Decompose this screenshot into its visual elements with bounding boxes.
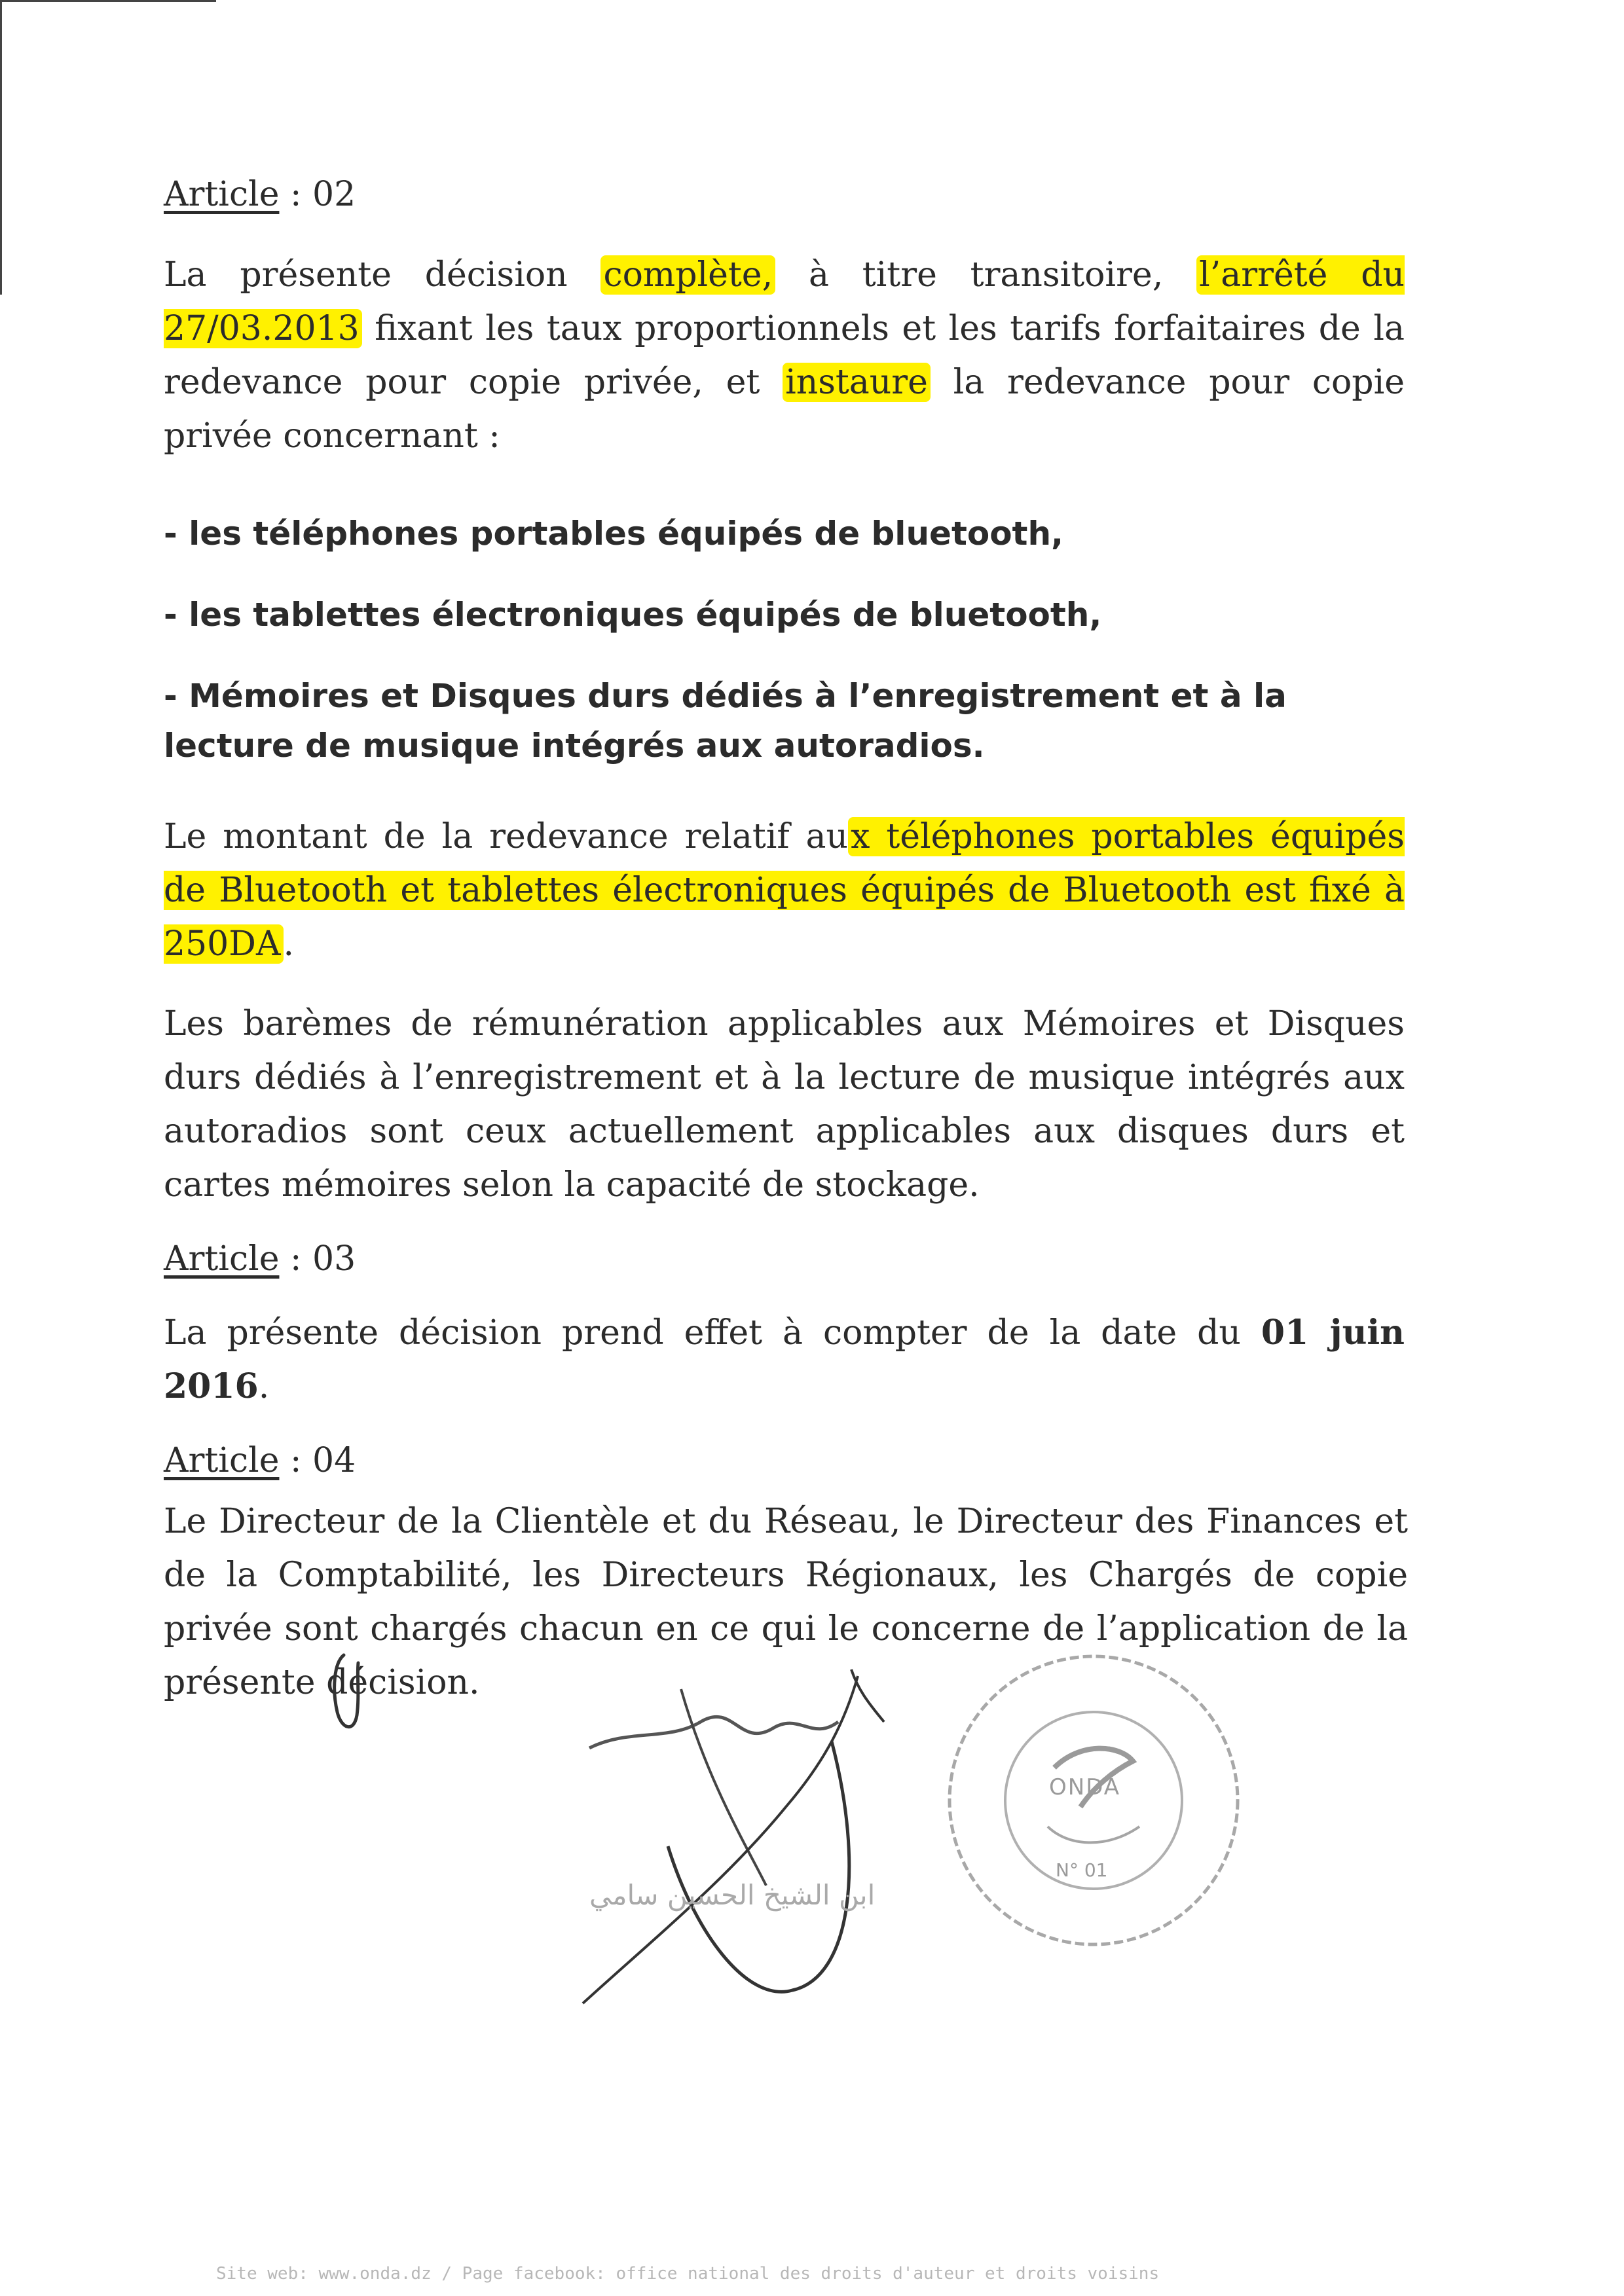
list-item: - Mémoires et Disques durs dédiés à l’enregistrement et à la lecture de musique intégrés aux autoradios. (164, 677, 1287, 765)
scan-edge-left (0, 0, 2, 295)
signature-icon (576, 1650, 943, 2016)
scan-edge-top (0, 0, 216, 2)
signatory-name: ابن الشيخ الحسين سامي (589, 1879, 876, 1911)
article-02-intro: La présente décision complète, à titre transitoire, l’arrêté du 27/03.2013 fixant les taux proportionnels et les tarifs forfaitaires de la redevance pour copie privée, et instaure la redevance pour copie privée concernant : (164, 255, 1405, 456)
highlight-amount: x téléphones portables équipés de Bluetooth et tablettes électroniques équipés de Bluetooth est fixé à 250DA (164, 817, 1405, 964)
device-list (164, 509, 1405, 771)
document-body (164, 173, 1408, 1709)
highlight-complete: complète, (600, 255, 775, 295)
article-04-heading: Article : 04 (164, 1441, 356, 1480)
article-02-heading: Article : 02 (164, 175, 356, 214)
seal-label: ONDA (1049, 1774, 1121, 1800)
official-seal-icon (923, 1630, 1264, 1971)
seal-number: N° 01 (1056, 1859, 1108, 1881)
initial-mark-icon (318, 1650, 370, 1741)
bareme-paragraph: Les barèmes de rémunération applicables aux Mémoires et Disques durs dédiés à l’enregistrement et à la lecture de musique intégrés aux autoradios sont ceux actuellement applicables aux disques durs et cartes mémoires selon la capacité de stockage. (164, 1004, 1405, 1205)
footer-text: Site web: www.onda.dz / Page facebook: office national des droits d'auteur et droits voisins (216, 2264, 1160, 2284)
article-03-text: La présente décision prend effet à compter de la date du 01 juin 2016. (164, 1313, 1405, 1406)
amount-paragraph: Le montant de la redevance relatif aux téléphones portables équipés de Bluetooth et tablettes électroniques équipés de Bluetooth est fixé à 250DA. (164, 817, 1405, 964)
effective-date: 01 juin 2016 (164, 1313, 1405, 1406)
article-04-text: Le Directeur de la Clientèle et du Réseau, le Directeur des Finances et de la Comptabilité, les Directeurs Régionaux, les Chargés de copie privée sont chargés chacun en ce qui le concerne de l’application de la présente décision. (164, 1502, 1408, 1702)
highlight-arrete: l’arrêté du 27/03.2013 (164, 255, 1405, 348)
article-03-heading: Article : 03 (164, 1239, 356, 1279)
highlight-instaure: instaure (783, 363, 931, 402)
list-item: - les téléphones portables équipés de bluetooth, (164, 515, 1064, 553)
list-item: - les tablettes électroniques équipés de bluetooth, (164, 596, 1102, 634)
